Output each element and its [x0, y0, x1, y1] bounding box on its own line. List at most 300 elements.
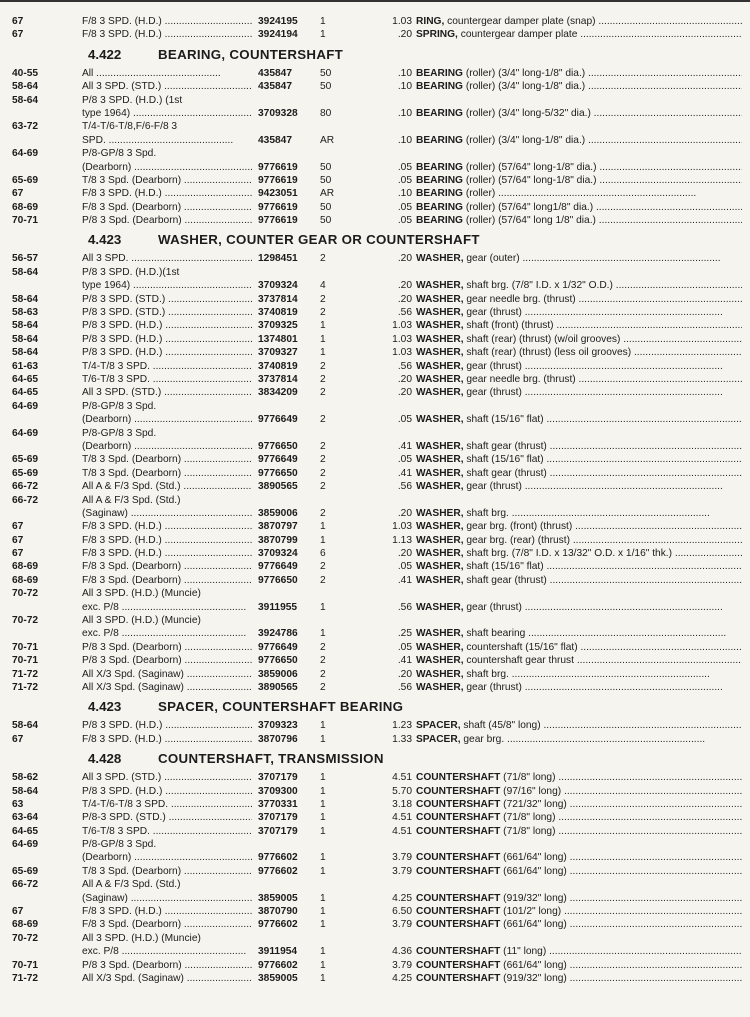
part-name: COUNTERSHAFT: [416, 785, 501, 797]
part-detail: shaft (15/16" flat): [466, 561, 544, 573]
quantity: 2: [320, 373, 326, 385]
part-detail: shaft gear (thrust): [466, 467, 547, 479]
part-detail: shaft gear (thrust): [466, 440, 547, 452]
part-description: [416, 851, 742, 864]
model-application: P/8 3 SPD. (H.D.) (1st: [82, 94, 183, 106]
quantity: 1: [320, 16, 326, 27]
model-application: (Dearborn) .....: [82, 440, 252, 453]
part-name: WASHER,: [416, 293, 464, 305]
part-description: [416, 507, 742, 520]
price: 3.18: [392, 798, 412, 810]
catalog-row: [12, 851, 742, 864]
catalog-row: [12, 520, 742, 533]
part-description: [416, 627, 742, 640]
price: .41: [397, 574, 412, 586]
model-application: type 1964) .....: [82, 279, 252, 292]
model-application: exc. P/8 .....: [82, 601, 252, 614]
section-title: COUNTERSHAFT, TRANSMISSION: [158, 751, 384, 767]
model-application: (Dearborn) .....: [82, 413, 252, 426]
part-detail: gear (thrust): [466, 307, 522, 319]
part-number: 3707179: [258, 812, 298, 824]
catalog-row: [12, 67, 742, 80]
part-description: [416, 825, 742, 838]
model-application: P/8 3 SPD. (H.D.) .....: [82, 719, 252, 732]
price: 1.33: [392, 733, 412, 745]
part-detail: shaft (front) (thrust): [466, 320, 554, 332]
quantity: 2: [320, 561, 326, 573]
quantity: 1: [320, 521, 326, 533]
catalog-row: [12, 373, 742, 386]
part-number: 9776649: [258, 641, 298, 653]
part-name: RING,: [416, 16, 445, 27]
quantity: 50: [320, 81, 332, 93]
part-name: WASHER,: [416, 347, 464, 359]
part-detail: (roller) (57/64" long-1/8" dia.): [465, 161, 597, 173]
parts-catalog-page: [12, 15, 742, 985]
price: 3.79: [392, 865, 412, 877]
part-name: WASHER,: [416, 628, 464, 640]
quantity: 2: [320, 481, 326, 493]
year-range: 58-64: [12, 94, 39, 106]
part-number: 3834209: [258, 387, 298, 399]
part-description: [416, 201, 742, 214]
part-detail: countershaft (15/16" flat): [466, 641, 578, 653]
year-range: 65-69: [12, 865, 39, 877]
part-number: 3924195: [258, 16, 298, 27]
catalog-row: [12, 214, 742, 227]
model-application: F/8 3 SPD. (H.D.) .....: [82, 733, 252, 746]
catalog-row: [12, 252, 742, 265]
year-range: 63: [12, 798, 24, 810]
price: .05: [397, 174, 412, 186]
part-description: [416, 668, 742, 681]
part-name: WASHER,: [416, 681, 464, 693]
catalog-row: [12, 614, 742, 627]
catalog-row: [12, 681, 742, 694]
catalog-section: [12, 750, 742, 985]
price: .56: [397, 481, 412, 493]
part-number: 9776619: [258, 201, 298, 213]
catalog-row: [12, 28, 742, 41]
part-detail: (71/8" long): [503, 812, 556, 824]
price: .20: [397, 507, 412, 519]
part-name: WASHER,: [416, 507, 464, 519]
quantity: 2: [320, 507, 326, 519]
quantity: 1: [320, 919, 326, 931]
year-range: 70-71: [12, 215, 39, 227]
part-number: 9776650: [258, 467, 298, 479]
part-name: WASHER,: [416, 387, 464, 399]
part-description: [416, 453, 742, 466]
price: .10: [397, 134, 412, 146]
part-number: 3859005: [258, 892, 298, 904]
catalog-row: [12, 719, 742, 732]
model-application: P/8 3 SPD. (H.D.) .....: [82, 333, 252, 346]
part-detail: gear (thrust): [466, 681, 522, 693]
quantity: 2: [320, 467, 326, 479]
quantity: 1: [320, 628, 326, 640]
part-name: BEARING: [416, 174, 463, 186]
quantity: 1: [320, 320, 326, 332]
part-number: 1298451: [258, 253, 298, 265]
price: .05: [397, 561, 412, 573]
model-application: All A & F/3 Spd. (Std.): [82, 879, 181, 891]
model-application: T/4-T/6-T/8,F/6-F/8 3: [82, 121, 178, 133]
model-application: T/8 3 Spd. (Dearborn) .....: [82, 865, 252, 878]
year-range: 66-72: [12, 494, 39, 506]
catalog-section: [12, 46, 742, 228]
part-name: WASHER,: [416, 414, 464, 426]
catalog-row: [12, 333, 742, 346]
quantity: 2: [320, 440, 326, 452]
section-heading: [12, 231, 742, 249]
catalog-row: [12, 187, 742, 200]
part-detail: (101/2" long): [503, 906, 562, 918]
part-number: 3740819: [258, 307, 298, 319]
part-name: COUNTERSHAFT: [416, 865, 501, 877]
model-application: P/8-GP/8 3 Spd.: [82, 427, 157, 439]
model-application: T/6-T/8 3 SPD. .....: [82, 373, 252, 386]
catalog-row: [12, 94, 742, 107]
price: .41: [397, 467, 412, 479]
part-number: 435847: [258, 67, 292, 79]
part-name: WASHER,: [416, 534, 464, 546]
part-detail: (roller) (57/64" long1/8" dia.): [465, 201, 594, 213]
model-application: All 3 SPD. (H.D.) (Muncie): [82, 615, 201, 627]
model-application: All A & F/3 Spd. (Std.) .....: [82, 480, 252, 493]
section-number: 4.422: [88, 46, 122, 62]
part-number: 3737814: [258, 373, 298, 385]
quantity: 1: [320, 812, 326, 824]
year-range: 67: [12, 733, 24, 745]
part-name: BEARING: [416, 81, 463, 93]
year-range: 70-72: [12, 588, 39, 600]
model-application: T/8 3 Spd. (Dearborn) .....: [82, 453, 252, 466]
quantity: 1: [320, 333, 326, 345]
model-application: F/8 3 Spd. (Dearborn) .....: [82, 918, 252, 931]
part-detail: shaft (15/16" flat): [466, 454, 544, 466]
catalog-row: [12, 587, 742, 600]
part-number: 9776649: [258, 561, 298, 573]
part-number: 9776649: [258, 454, 298, 466]
section-heading: [12, 46, 742, 64]
model-application: F/8 3 SPD. (H.D.) .....: [82, 15, 252, 28]
part-detail: gear brg. (rear) (thrust): [466, 534, 570, 546]
part-detail: shaft (45/8" long): [463, 720, 541, 732]
part-detail: shaft (rear) (thrust) (less oil grooves): [466, 347, 632, 359]
part-description: [416, 214, 742, 227]
part-detail: gear (thrust): [466, 387, 522, 399]
part-name: COUNTERSHAFT: [416, 892, 501, 904]
part-description: [416, 574, 742, 587]
part-name: WASHER,: [416, 253, 464, 265]
price: .56: [397, 601, 412, 613]
part-description: [416, 413, 742, 426]
quantity: 6: [320, 548, 326, 560]
model-application: P/8-GP/8 3 Spd.: [82, 148, 157, 160]
catalog-row: [12, 120, 742, 133]
price: .20: [397, 548, 412, 560]
part-number: 3859006: [258, 507, 298, 519]
part-detail: shaft brg. (7/8" I.D. x 1/32" O.D.): [466, 280, 613, 292]
catalog-row: [12, 627, 742, 640]
quantity: 50: [320, 201, 332, 213]
model-application: All 3 SPD. (STD.) .....: [82, 771, 252, 784]
quantity: 1: [320, 946, 326, 958]
model-application: P/8-GP/8 3 Spd.: [82, 400, 157, 412]
part-name: WASHER,: [416, 574, 464, 586]
model-application: All 3 SPD. .....: [82, 252, 252, 265]
part-name: COUNTERSHAFT: [416, 906, 501, 918]
part-detail: shaft brg.: [466, 507, 509, 519]
price: .05: [397, 641, 412, 653]
part-name: WASHER,: [416, 521, 464, 533]
part-name: SPRING,: [416, 29, 458, 41]
catalog-row: [12, 467, 742, 480]
year-range: 70-71: [12, 641, 39, 653]
quantity: 1: [320, 785, 326, 797]
price: .05: [397, 454, 412, 466]
part-name: BEARING: [416, 107, 463, 119]
part-name: SPACER,: [416, 720, 461, 732]
part-detail: (11" long): [503, 946, 547, 958]
part-description: [416, 681, 742, 694]
quantity: 2: [320, 360, 326, 372]
part-description: [416, 360, 742, 373]
price: 3.79: [392, 959, 412, 971]
part-name: COUNTERSHAFT: [416, 825, 501, 837]
model-application: P/8 3 SPD. (STD.) .....: [82, 293, 252, 306]
model-application: F/8 3 SPD. (H.D.) .....: [82, 28, 252, 41]
part-name: WASHER,: [416, 641, 464, 653]
model-application: P/8 3 Spd. (Dearborn) .....: [82, 654, 252, 667]
price: 4.25: [392, 892, 412, 904]
catalog-row: [12, 346, 742, 359]
year-range: 64-69: [12, 148, 39, 160]
model-application: F/8 3 SPD. (H.D.) .....: [82, 547, 252, 560]
quantity: 1: [320, 959, 326, 971]
section-number: 4.423: [88, 232, 122, 248]
model-application: All X/3 Spd. (Saginaw) .....: [82, 681, 252, 694]
part-number: 9776650: [258, 440, 298, 452]
part-number: 3709323: [258, 720, 298, 732]
quantity: 1: [320, 29, 326, 41]
part-number: 3859005: [258, 973, 298, 984]
year-range: 64-69: [12, 839, 39, 851]
year-range: 64-69: [12, 400, 39, 412]
model-application: P/8 3 Spd. (Dearborn) .....: [82, 641, 252, 654]
year-range: 58-64: [12, 320, 39, 332]
part-description: [416, 719, 742, 732]
part-name: COUNTERSHAFT: [416, 919, 501, 931]
catalog-row: [12, 932, 742, 945]
part-number: 3770331: [258, 798, 298, 810]
price: 4.51: [392, 812, 412, 824]
catalog-row: [12, 134, 742, 147]
part-description: [416, 15, 742, 28]
price: .20: [397, 29, 412, 41]
part-number: 3911955: [258, 601, 298, 613]
year-range: 58-63: [12, 307, 39, 319]
model-application: (Dearborn) .....: [82, 851, 252, 864]
quantity: 1: [320, 865, 326, 877]
part-name: COUNTERSHAFT: [416, 812, 501, 824]
part-name: BEARING: [416, 201, 463, 213]
part-detail: (661/64" long): [503, 919, 567, 931]
part-number: 435847: [258, 81, 292, 93]
model-application: T/4-T/6-T/8 3 SPD. .....: [82, 798, 252, 811]
catalog-row: [12, 266, 742, 279]
price: 4.51: [392, 772, 412, 784]
part-detail: (661/64" long): [503, 865, 567, 877]
part-name: WASHER,: [416, 548, 464, 560]
year-range: 64-65: [12, 387, 39, 399]
part-number: 3924786: [258, 628, 298, 640]
model-application: F/8 3 Spd. (Dearborn) .....: [82, 201, 252, 214]
part-detail: (roller) (3/4" long-1/8" dia.): [465, 67, 586, 79]
year-range: 67: [12, 534, 24, 546]
part-description: [416, 333, 742, 346]
model-application: P/8 3 SPD. (H.D.) .....: [82, 319, 252, 332]
quantity: AR: [320, 188, 335, 200]
part-number: 9776650: [258, 655, 298, 667]
section-title: SPACER, COUNTERSHAFT BEARING: [158, 699, 404, 715]
catalog-row: [12, 918, 742, 931]
catalog-row: [12, 413, 742, 426]
catalog-row: [12, 959, 742, 972]
part-description: [416, 134, 742, 147]
price: .05: [397, 201, 412, 213]
part-name: BEARING: [416, 188, 463, 200]
year-range: 65-69: [12, 467, 39, 479]
catalog-row: [12, 386, 742, 399]
price: .41: [397, 655, 412, 667]
part-number: 9776602: [258, 919, 298, 931]
price: .41: [397, 440, 412, 452]
catalog-row: [12, 427, 742, 440]
quantity: 1: [320, 973, 326, 984]
catalog-section: [12, 698, 742, 746]
catalog-section: [12, 231, 742, 694]
model-application: P/8 3 SPD. (STD.) .....: [82, 306, 252, 319]
model-application: F/8 3 SPD. (H.D.) .....: [82, 187, 252, 200]
catalog-row: [12, 480, 742, 493]
year-range: 58-62: [12, 772, 39, 784]
year-range: 71-72: [12, 973, 39, 984]
part-name: COUNTERSHAFT: [416, 772, 501, 784]
catalog-row: [12, 641, 742, 654]
quantity: 1: [320, 772, 326, 784]
quantity: 2: [320, 681, 326, 693]
part-number: 9776619: [258, 215, 298, 227]
part-number: 9776649: [258, 414, 298, 426]
model-application: (Saginaw) .....: [82, 507, 252, 520]
quantity: 1: [320, 798, 326, 810]
year-range: 67: [12, 548, 24, 560]
model-application: P/8-3 SPD. (STD.) .....: [82, 811, 252, 824]
part-detail: (661/64" long): [503, 959, 567, 971]
part-number: 9776650: [258, 574, 298, 586]
price: 1.23: [392, 720, 412, 732]
part-description: [416, 811, 742, 824]
part-description: [416, 534, 742, 547]
quantity: 50: [320, 161, 332, 173]
model-application: exc. P/8 .....: [82, 627, 252, 640]
model-application: T/4-T/8 3 SPD. .....: [82, 360, 252, 373]
model-application: F/8 3 SPD. (H.D.) .....: [82, 905, 252, 918]
quantity: 2: [320, 574, 326, 586]
part-detail: (919/32" long): [503, 892, 567, 904]
part-name: BEARING: [416, 134, 463, 146]
part-number: 3737814: [258, 293, 298, 305]
price: .05: [397, 161, 412, 173]
year-range: 58-64: [12, 720, 39, 732]
price: .20: [397, 253, 412, 265]
part-description: [416, 293, 742, 306]
quantity: 1: [320, 852, 326, 864]
part-detail: shaft brg.: [466, 668, 509, 680]
price: .10: [397, 107, 412, 119]
catalog-row: [12, 811, 742, 824]
catalog-row: [12, 174, 742, 187]
catalog-row: [12, 534, 742, 547]
catalog-row: [12, 865, 742, 878]
year-range: 66-72: [12, 481, 39, 493]
part-name: WASHER,: [416, 320, 464, 332]
price: 3.79: [392, 852, 412, 864]
part-detail: (roller) (3/4" long-1/8" dia.): [465, 134, 586, 146]
model-application: P/8 3 SPD. (H.D.) .....: [82, 346, 252, 359]
year-range: 65-69: [12, 174, 39, 186]
catalog-row: [12, 440, 742, 453]
quantity: AR: [320, 134, 335, 146]
catalog-row: [12, 905, 742, 918]
part-name: WASHER,: [416, 467, 464, 479]
part-detail: (roller) (57/64" long 1/8" dia.): [465, 215, 596, 227]
part-description: [416, 467, 742, 480]
part-number: 1374801: [258, 333, 298, 345]
year-range: 71-72: [12, 681, 39, 693]
quantity: 80: [320, 107, 332, 119]
part-detail: (roller) (3/4" long-5/32" dia.): [465, 107, 591, 119]
part-detail: gear (thrust): [466, 360, 522, 372]
model-application: T/6-T/8 3 SPD. .....: [82, 825, 252, 838]
part-detail: (roller): [465, 188, 496, 200]
part-description: [416, 319, 742, 332]
part-name: WASHER,: [416, 481, 464, 493]
part-name: COUNTERSHAFT: [416, 852, 501, 864]
price: 1.03: [392, 521, 412, 533]
part-description: [416, 386, 742, 399]
catalog-row: [12, 560, 742, 573]
quantity: 2: [320, 387, 326, 399]
part-detail: (919/32" long): [503, 973, 567, 984]
catalog-row: [12, 319, 742, 332]
year-range: 70-71: [12, 959, 39, 971]
year-range: 61-63: [12, 360, 39, 372]
model-application: F/8 3 Spd. (Dearborn) .....: [82, 560, 252, 573]
price: .56: [397, 681, 412, 693]
price: .20: [397, 387, 412, 399]
part-description: [416, 892, 742, 905]
price: 1.13: [392, 534, 412, 546]
price: .05: [397, 414, 412, 426]
part-name: WASHER,: [416, 307, 464, 319]
part-number: 3709328: [258, 107, 298, 119]
part-name: WASHER,: [416, 360, 464, 372]
year-range: 58-64: [12, 293, 39, 305]
quantity: 2: [320, 668, 326, 680]
